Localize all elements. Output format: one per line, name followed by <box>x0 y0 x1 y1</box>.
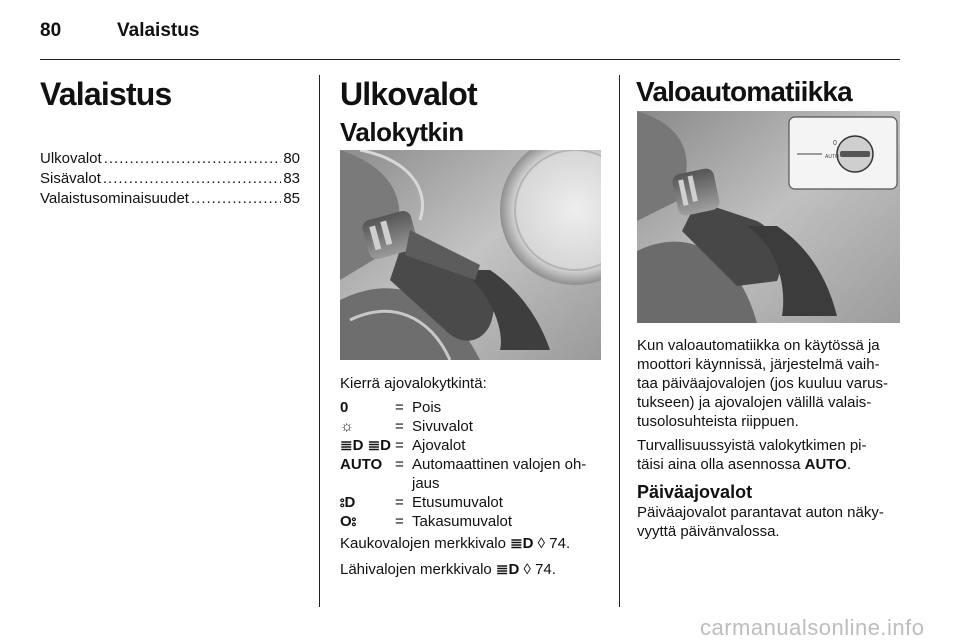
side-lights-icon: ☼ <box>340 418 354 435</box>
inset-auto-label: AUTO <box>825 154 839 160</box>
switch-position-row <box>340 455 605 493</box>
equals-sign: = <box>395 399 404 416</box>
chapter-title: Valaistus <box>40 76 172 112</box>
inset-off-label: 0 <box>833 140 837 147</box>
auto-lights-paragraph <box>637 336 888 431</box>
toc-entry-page: 80 <box>283 150 300 167</box>
position-description: Etusumuvalot <box>412 494 503 511</box>
cross-reference-icon[interactable]: ◊ <box>537 535 546 552</box>
paragraph-line: moottori käynnissä, järjestelmä vaih- <box>637 356 880 373</box>
paragraph-line: tusolosuhteista riippuen. <box>637 413 799 430</box>
low-beam-icon: ≣D <box>495 561 520 578</box>
equals-sign: = <box>395 437 404 454</box>
section-title-valoautomatiikka: Valoautomatiikka <box>636 76 852 107</box>
position-description-line1: Automaattinen valojen oh- <box>412 456 587 473</box>
paragraph-line: taa päiväajovalojen (jos kuuluu varus- <box>637 375 888 392</box>
toc-entry-label: Valaistusominaisuudet <box>40 190 189 207</box>
page-reference[interactable]: 74. <box>535 561 556 578</box>
headlights-icon: ≣D ≣D <box>340 437 391 454</box>
equals-sign: = <box>395 513 404 530</box>
toc-entry-page: 83 <box>283 170 300 187</box>
equals-sign: = <box>395 456 404 473</box>
note-text: Lähivalojen merkkivalo <box>340 561 492 578</box>
off-symbol: 0 <box>340 399 349 416</box>
section-title-ulkovalot: Ulkovalot <box>340 76 477 112</box>
light-switch-photo <box>340 150 601 360</box>
paragraph-line: vyyttä päivänvalossa. <box>637 523 780 540</box>
switch-position-row <box>340 398 605 417</box>
equals-sign: = <box>395 418 404 435</box>
paragraph-line: Päiväajovalot parantavat auton näky- <box>637 504 884 521</box>
subsection-title-valokytkin: Valokytkin <box>340 117 464 147</box>
column-divider-1 <box>319 75 320 607</box>
paragraph-line: Turvallisuussyistä valokytkimen pi- <box>637 437 867 454</box>
toc-entry[interactable] <box>40 170 300 190</box>
equals-sign: = <box>395 494 404 511</box>
toc-leader <box>104 150 282 167</box>
position-description: Takasumuvalot <box>412 513 513 530</box>
paragraph-line: Kun valoautomatiikka on käytössä ja <box>637 337 880 354</box>
auto-position-label: AUTO <box>804 456 847 473</box>
page-reference[interactable]: 74. <box>549 535 571 552</box>
toc-leader <box>191 190 281 207</box>
table-of-contents <box>40 150 300 210</box>
switch-position-row <box>340 436 605 455</box>
note-text: Kaukovalojen merkkivalo <box>340 535 506 552</box>
toc-entry[interactable] <box>40 150 300 170</box>
position-description: Sivuvalot <box>412 418 473 435</box>
running-header-title: Valaistus <box>117 20 200 41</box>
instruction-text: Kierrä ajovalokytkintä: <box>340 375 487 392</box>
section-heading-paivaajovalot: Päiväajovalot <box>637 482 753 502</box>
switch-position-row <box>340 512 605 531</box>
toc-leader <box>103 170 281 187</box>
page-number: 80 <box>40 20 62 41</box>
watermark: carmanualsonline.info <box>700 615 925 640</box>
period: . <box>846 456 852 473</box>
toc-entry[interactable] <box>40 190 300 210</box>
safety-paragraph <box>637 436 867 474</box>
toc-entry-label: Sisävalot <box>40 170 101 187</box>
header-rule <box>40 59 900 60</box>
position-description <box>412 455 605 493</box>
switch-positions-table <box>340 398 605 531</box>
position-description-line2: jaus <box>412 475 440 492</box>
high-beam-indicator-note <box>340 534 570 553</box>
toc-entry-page: 85 <box>283 190 300 207</box>
low-beam-indicator-note <box>340 560 556 579</box>
switch-position-row <box>340 417 605 436</box>
position-description: Ajovalot <box>412 437 466 454</box>
toc-entry-label: Ulkovalot <box>40 150 102 167</box>
switch-position-row <box>340 493 605 512</box>
position-description: Pois <box>412 399 442 416</box>
paragraph-line: täisi aina olla asennossa <box>637 456 801 473</box>
high-beam-icon: ≣D <box>510 535 534 552</box>
auto-symbol: AUTO <box>340 456 383 473</box>
front-fog-lights-icon: ⦂D <box>340 494 356 511</box>
rear-fog-light-icon: O⦂ <box>340 513 357 530</box>
cross-reference-icon[interactable]: ◊ <box>523 561 531 578</box>
daytime-lights-paragraph <box>637 503 884 541</box>
column-divider-2 <box>619 75 620 607</box>
paragraph-line: tukseen) ja ajovalojen välillä valais- <box>637 394 872 411</box>
auto-light-switch-photo <box>637 111 900 323</box>
